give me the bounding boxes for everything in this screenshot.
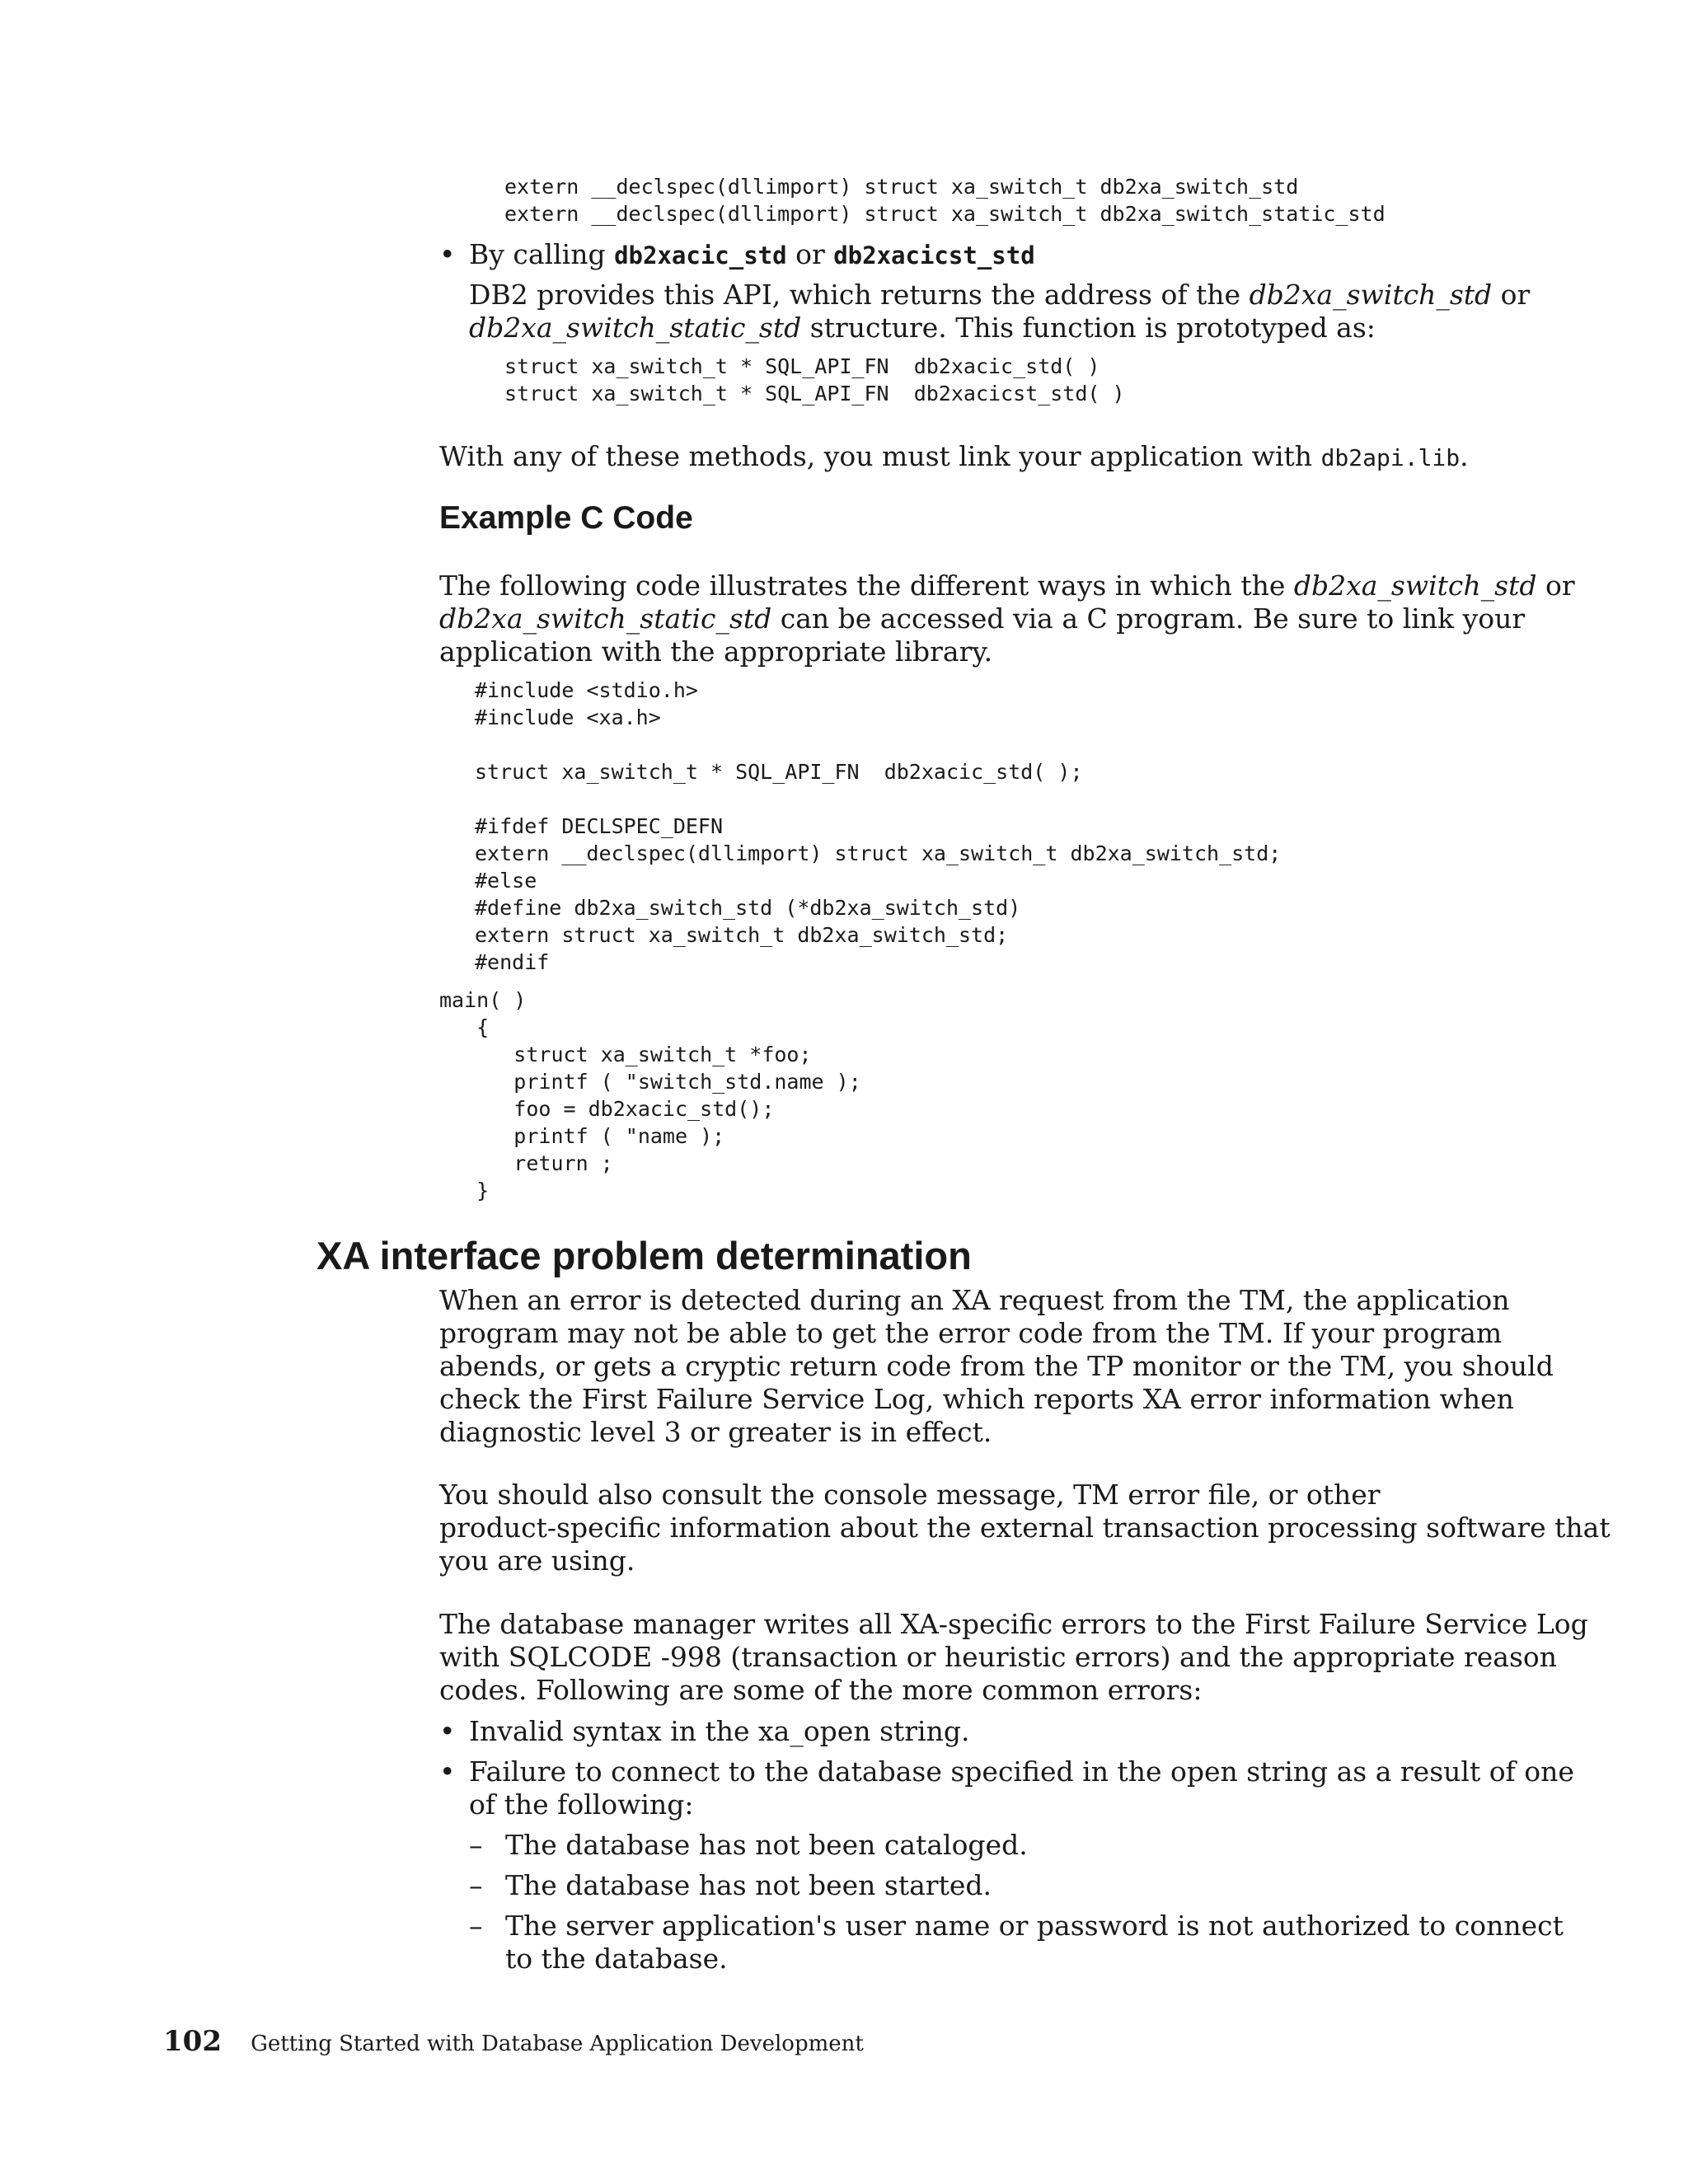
desc-text: or: [1492, 279, 1531, 311]
intro-text: application with the appropriate library.: [439, 635, 993, 668]
prototype-code-block: [504, 353, 1125, 407]
example-intro: [439, 569, 1575, 668]
api-name-db2xacicst-std: db2xacicst_std: [833, 241, 1035, 269]
desc-text: structure. This function is prototyped as:: [801, 312, 1376, 344]
sub-error-text: The database has not been cataloged.: [505, 1829, 1028, 1861]
link-note-end: .: [1460, 440, 1469, 472]
paragraph-line: with SQLCODE -998 (transaction or heuristic errors) and the appropriate reason: [439, 1641, 1558, 1673]
paragraph-2: [439, 1479, 1611, 1577]
paragraph-line: program may not be able to get the error code from the TM. If your program: [439, 1317, 1503, 1349]
intro-emphasis: db2xa_switch_std: [1293, 569, 1537, 602]
desc-emphasis: db2xa_switch_std: [1249, 279, 1493, 311]
example-main-code-block: main( ) { struct xa_switch_t *foo; printf ( "switch_std.name ); foo = db2xacic_std(); printf ( "name ); return ; }: [439, 988, 861, 1202]
paragraph-line: product-specific information about the external transaction processing software that: [439, 1511, 1611, 1544]
paragraph-line: you are using.: [439, 1544, 635, 1577]
desc-text: DB2 provides this API, which returns the address of the: [469, 279, 1250, 311]
desc-emphasis: db2xa_switch_static_std: [469, 312, 802, 344]
link-note: [439, 440, 1469, 475]
page-number: 102: [163, 2025, 222, 2058]
intro-text: can be accessed via a C program. Be sure to link your: [771, 602, 1526, 635]
paragraph-line: abends, or gets a cryptic return code from the TP monitor or the TM, you should: [439, 1350, 1554, 1382]
bullet-marker: •: [439, 238, 456, 270]
error-text: Invalid syntax in the xa_open string.: [469, 1715, 970, 1747]
error-text: Failure to connect to the database specified in the open string as a result of one: [469, 1755, 1574, 1788]
paragraph-line: codes. Following are some of the more common errors:: [439, 1674, 1203, 1706]
paragraph-line: The database manager writes all XA-specific errors to the First Failure Service Log: [439, 1608, 1588, 1640]
example-code-block: #include <stdio.h> #include <xa.h> struct xa_switch_t * SQL_API_FN db2xacic_std( ); #ifdef DECLSPEC_DEFN extern __declspec(dllimport) struct xa_switch_t db2xa_switch_std; #else #define db2xa_switch_std (*db2xa_switch_std) extern struct xa_switch_t db2xa_switch_std; #endif: [475, 678, 1282, 974]
book-title: Getting Started with Database Application Development: [251, 2032, 864, 2056]
sub-error-text: The database has not been started.: [505, 1869, 992, 1901]
paragraph-1: [439, 1284, 1554, 1449]
intro-text: or: [1536, 569, 1575, 602]
code-line: extern __declspec(dllimport) struct xa_switch_t db2xa_switch_static_std: [504, 202, 1386, 226]
paragraph-line: You should also consult the console message, TM error file, or other: [439, 1479, 1381, 1511]
paragraph-3: [439, 1608, 1588, 1707]
page-footer: [163, 2025, 864, 2058]
sub-error-text-continued: to the database.: [505, 1943, 728, 1975]
paragraph-line: check the First Failure Service Log, which reports XA error information when: [439, 1383, 1514, 1415]
api-name-db2xacic-std: db2xacic_std: [614, 241, 787, 269]
sub-error-text: The server application's user name or password is not authorized to connect: [505, 1910, 1564, 1942]
dash-marker: –: [469, 1869, 483, 1901]
paragraph-line: diagnostic level 3 or greater is in effect.: [439, 1416, 992, 1448]
code-line: struct xa_switch_t * SQL_API_FN db2xacicst_std( ): [504, 382, 1125, 405]
dash-marker: –: [469, 1829, 483, 1861]
library-name: db2api.lib: [1320, 444, 1461, 471]
top-code-block: [504, 173, 1386, 227]
intro-emphasis: db2xa_switch_static_std: [439, 602, 772, 635]
code-line: struct xa_switch_t * SQL_API_FN db2xacic_std( ): [504, 354, 1100, 378]
bullet-text: By calling: [469, 238, 615, 270]
section-heading: XA interface problem determination: [316, 1234, 972, 1277]
conjunction-text: or: [786, 238, 834, 270]
api-description: [469, 279, 1530, 344]
intro-text: The following code illustrates the different ways in which the: [439, 569, 1294, 602]
example-heading: Example C Code: [439, 500, 693, 536]
link-note-text: With any of these methods, you must link your application with: [439, 440, 1321, 472]
paragraph-line: When an error is detected during an XA request from the TM, the application: [439, 1284, 1510, 1316]
bullet-marker: •: [439, 1755, 456, 1788]
code-line: extern __declspec(dllimport) struct xa_switch_t db2xa_switch_std: [504, 175, 1299, 199]
bullet-marker: •: [439, 1715, 456, 1747]
dash-marker: –: [469, 1910, 483, 1942]
error-text-continued: of the following:: [469, 1788, 694, 1821]
